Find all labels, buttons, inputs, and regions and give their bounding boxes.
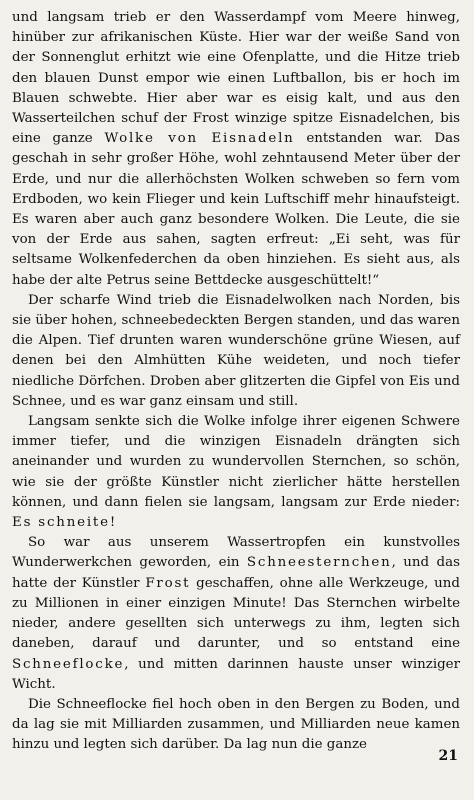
paragraph-2 (12, 291, 460, 412)
paragraph-1-text-2: entstanden war. Das geschah in sehr großer Höhe, wohl zehntausend Meter über der Erde, und nur die allerhöchsten Wolken schweben so fern vom Erdboden, wo kein Flieger und kein Luftschiff mehr hinaufsteigt. Es waren aber auch ganz besondere Wolken. Die Leute, die sie von der Erde aus sahen, sagten erfreut: „Ei seht, was für seltsame Wolkenfederchen da oben hinziehen. Es sieht aus, als habe der alte Petrus seine Bettdecke ausgeschüttelt!“ (12, 131, 460, 288)
paragraph-4-text-1: So war aus unserem Wassertropfen ein kunstvolles Wunderwerkchen geworden, ein (12, 535, 460, 571)
paragraph-3-emphasis: Es schneite! (12, 515, 118, 531)
paragraph-1-emphasis: Wolke von Eisnadeln (104, 131, 295, 147)
paragraph-4 (12, 533, 460, 695)
paragraph-4-text-2: , und das hatte der Künstler (12, 555, 460, 591)
paragraph-4-emphasis-3: Schneeflocke (12, 656, 125, 672)
paragraph-4-text-4: , und mitten darinnen hauste unser winziger Wicht. (12, 656, 460, 692)
paragraph-2-text: Der scharfe Wind trieb die Eisnadelwolken nach Norden, bis sie über hohen, schneebedeckten Bergen standen, und das waren die Alpen. Tief drunten waren wunderschöne grüne Wiesen, auf denen bei den Almhütten Kühe weideten, und noch tiefer niedliche Dörfchen. Droben aber glitzerten die Gipfel von Eis und Schnee, und es war ganz einsam und still. (12, 292, 460, 409)
page-number: 21 (438, 748, 458, 764)
paragraph-4-text-3: geschaffen, ohne alle Werkzeuge, und zu Millionen in einer einzigen Minute! Das Sternchen wirbelte nieder, andere gesellten sich unterwegs zu ihm, legten sich daneben, darauf und darunter, und so entstand eine (12, 575, 460, 652)
body-text (12, 8, 460, 756)
paragraph-5-text: Die Schneeflocke fiel hoch oben in den Bergen zu Boden, und da lag sie mit Milliarden zusammen, und Milliarden neue kamen hinzu und legten sich darüber. Da lag nun die ganze (12, 696, 460, 753)
paragraph-4-emphasis-2: Frost (145, 575, 191, 591)
paragraph-5 (12, 695, 460, 756)
paragraph-3-text: Langsam senkte sich die Wolke infolge ihrer eigenen Schwere immer tiefer, und die winzigen Eisnadeln drängten sich aneinander und wurden zu wundervollen Sternchen, so schön, wie sie der größte Künstler nicht zierlicher hätte herstellen können, und dann fielen sie langsam, langsam zur Erde nieder: (12, 414, 460, 510)
paragraph-3 (12, 412, 460, 533)
paragraph-4-emphasis-1: Schneesternchen (246, 555, 392, 571)
paragraph-1-text-1: und langsam trieb er den Wasserdampf vom Meere hinweg, hinüber zur afrikanischen Küste. Hier war der weiße Sand von der Sonnenglut erhitzt wie eine Ofenplatte, und die Hitze trieb den blauen Dunst empor wie einen Luftballon, bis er hoch im Blauen schwebte. Hier aber war es eisig kalt, und aus den Wasserteilchen schuf der Frost winzige spitze Eisnadelchen, bis eine ganze (12, 10, 460, 147)
paragraph-1 (12, 8, 460, 291)
